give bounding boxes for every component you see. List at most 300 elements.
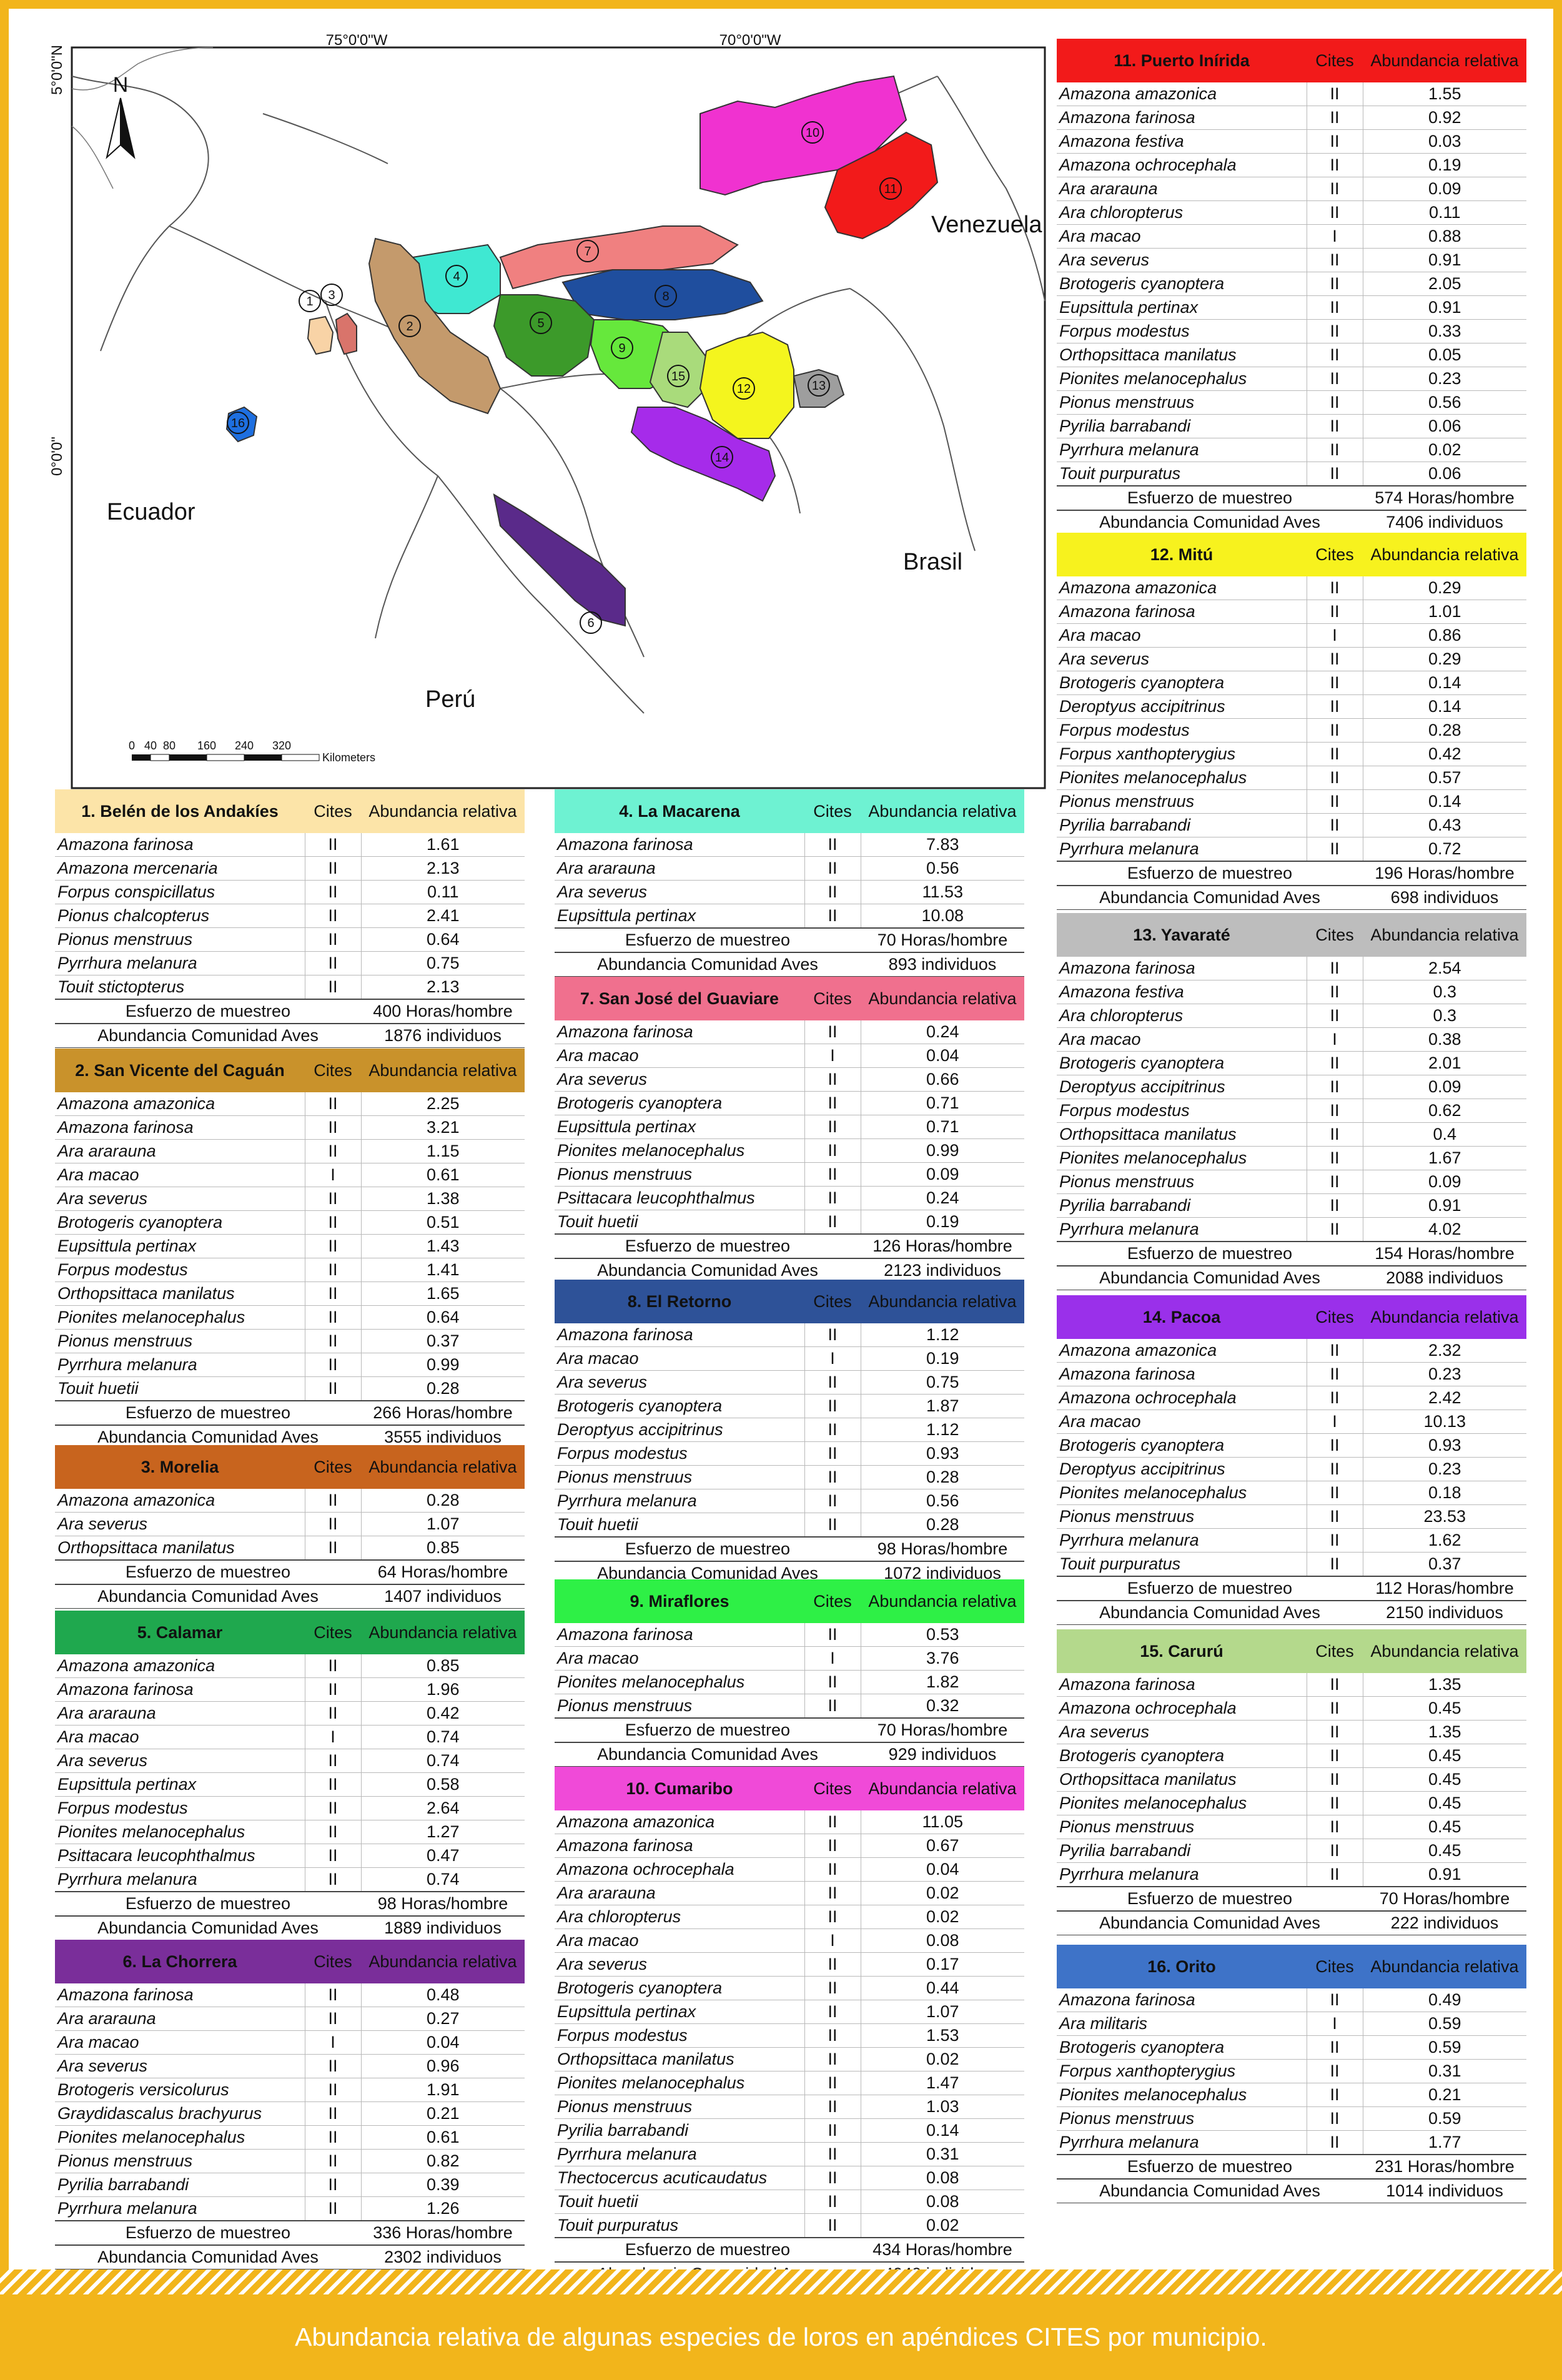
table-row xyxy=(555,2071,1024,2095)
table-row xyxy=(55,2031,525,2055)
cites-appendix: II xyxy=(1307,1673,1363,1697)
bird-community-abundance-label: Abundancia Comunidad Aves xyxy=(1057,1266,1363,1290)
table-row xyxy=(1057,1481,1526,1505)
species-name: Amazona ochrocephala xyxy=(1057,154,1307,177)
bird-community-abundance-row xyxy=(1057,510,1526,535)
species-name: Pionites melanocephalus xyxy=(55,2126,305,2150)
table-row xyxy=(555,1953,1024,1977)
relative-abundance: 1.47 xyxy=(861,2071,1024,2095)
cites-appendix: II xyxy=(305,1140,361,1163)
relative-abundance: 0.11 xyxy=(1363,201,1526,225)
relative-abundance: 0.3 xyxy=(1363,1004,1526,1028)
relative-abundance: 2.05 xyxy=(1363,272,1526,296)
cites-appendix: II xyxy=(305,952,361,975)
cites-appendix: I xyxy=(804,1929,861,1953)
table-row xyxy=(555,1020,1024,1044)
species-name: Ara macao xyxy=(1057,225,1307,249)
country-label-venezuela: Venezuela xyxy=(931,212,1042,238)
cites-appendix: II xyxy=(804,1068,861,1092)
table-row xyxy=(555,1905,1024,1929)
sampling-effort-value: 98 Horas/hombre xyxy=(361,1892,525,1916)
cites-appendix: II xyxy=(1307,671,1363,695)
relative-abundance: 0.74 xyxy=(361,1749,525,1773)
table-title: 4. La Macarena xyxy=(619,801,740,821)
species-name: Amazona amazonica xyxy=(1057,82,1307,106)
species-name: Ara chloropterus xyxy=(555,1905,804,1929)
species-name: Touit purpuratus xyxy=(1057,462,1307,486)
sampling-effort-label: Esfuerzo de muestreo xyxy=(55,999,361,1024)
species-name: Amazona farinosa xyxy=(555,833,804,857)
cites-appendix: II xyxy=(1307,957,1363,980)
scale-tick-240: 240 xyxy=(234,739,254,752)
relative-abundance: 0.29 xyxy=(1363,576,1526,600)
species-name: Pionites melanocephalus xyxy=(555,1139,804,1163)
table-row xyxy=(555,1466,1024,1489)
relative-abundance: 0.64 xyxy=(361,1306,525,1330)
table-row xyxy=(1057,130,1526,154)
species-name: Ara macao xyxy=(555,1929,804,1953)
species-name: Ara macao xyxy=(1057,624,1307,648)
table-row xyxy=(55,1702,525,1726)
bird-community-abundance-label: Abundancia Comunidad Aves xyxy=(555,952,861,977)
cites-appendix: II xyxy=(1307,438,1363,462)
species-name: Amazona farinosa xyxy=(555,1623,804,1647)
relative-abundance: 0.71 xyxy=(861,1115,1024,1139)
table-row xyxy=(1057,1363,1526,1386)
lon-label-75: 75°0'0"W xyxy=(325,32,388,49)
table-row xyxy=(55,1306,525,1330)
table-row xyxy=(1057,648,1526,671)
species-name: Amazona farinosa xyxy=(1057,1363,1307,1386)
species-name: Forpus xanthopterygius xyxy=(1057,743,1307,766)
table-row xyxy=(555,1623,1024,1647)
relative-abundance: 0.61 xyxy=(361,1163,525,1187)
cites-appendix: II xyxy=(1307,695,1363,719)
map-marker-label: 5 xyxy=(537,317,545,330)
table-row xyxy=(55,2078,525,2102)
table-row xyxy=(55,1513,525,1536)
table-row xyxy=(1057,201,1526,225)
species-name: Pyrrhura melanura xyxy=(55,1353,305,1377)
cites-appendix: II xyxy=(804,1623,861,1647)
cites-appendix: II xyxy=(804,1905,861,1929)
species-name: Pyrrhura melanura xyxy=(55,952,305,975)
relative-abundance: 0.45 xyxy=(1363,1697,1526,1721)
cites-appendix: II xyxy=(1307,130,1363,154)
table-row xyxy=(55,1092,525,1116)
species-name: Eupsittula pertinax xyxy=(55,1773,305,1797)
species-name: Ara macao xyxy=(555,1647,804,1671)
cites-appendix: II xyxy=(305,1353,361,1377)
column-header-abundance: Abundancia relativa xyxy=(1370,545,1519,564)
cites-appendix: II xyxy=(305,1330,361,1353)
relative-abundance: 0.04 xyxy=(861,1858,1024,1882)
table-row xyxy=(55,2055,525,2078)
species-name: Amazona farinosa xyxy=(55,833,305,857)
cites-appendix: I xyxy=(1307,1410,1363,1434)
table-row xyxy=(1057,1458,1526,1481)
cites-appendix: II xyxy=(1307,576,1363,600)
table-row xyxy=(1057,1505,1526,1529)
sampling-effort-value: 64 Horas/hombre xyxy=(361,1560,525,1584)
species-name: Amazona mercenaria xyxy=(55,857,305,881)
table-row xyxy=(55,2007,525,2031)
cites-appendix: II xyxy=(1307,814,1363,837)
relative-abundance: 0.02 xyxy=(1363,438,1526,462)
species-name: Eupsittula pertinax xyxy=(55,1235,305,1258)
species-name: Pyrrhura melanura xyxy=(55,2197,305,2221)
relative-abundance: 0.66 xyxy=(861,1068,1024,1092)
table-row xyxy=(55,928,525,952)
table-row xyxy=(55,1187,525,1211)
relative-abundance: 1.55 xyxy=(1363,82,1526,106)
species-name: Ara chloropterus xyxy=(1057,201,1307,225)
cites-appendix: II xyxy=(804,1139,861,1163)
map-marker-label: 4 xyxy=(453,270,460,284)
relative-abundance: 0.03 xyxy=(1363,130,1526,154)
species-name: Ara ararauna xyxy=(555,857,804,881)
cites-appendix: II xyxy=(305,975,361,1000)
cites-appendix: II xyxy=(804,2095,861,2119)
species-name: Brotogeris cyanoptera xyxy=(555,1977,804,2000)
species-name: Amazona farinosa xyxy=(55,1116,305,1140)
species-name: Pyrilia barrabandi xyxy=(555,2119,804,2143)
cites-appendix: II xyxy=(804,1020,861,1044)
cites-appendix: II xyxy=(804,833,861,857)
cites-appendix: II xyxy=(305,833,361,857)
relative-abundance: 1.77 xyxy=(1363,2131,1526,2155)
relative-abundance: 1.01 xyxy=(1363,600,1526,624)
relative-abundance: 0.45 xyxy=(1363,1744,1526,1768)
table-title: 7. San José del Guaviare xyxy=(580,989,779,1008)
column-header-cites: Cites xyxy=(813,1779,852,1798)
table-row xyxy=(1057,2036,1526,2060)
cites-appendix: II xyxy=(804,1323,861,1347)
table-row xyxy=(1057,1792,1526,1815)
relative-abundance: 0.21 xyxy=(361,2102,525,2126)
bird-community-abundance-row xyxy=(55,1024,525,1048)
cites-appendix: II xyxy=(1307,249,1363,272)
species-name: Forpus modestus xyxy=(1057,320,1307,343)
species-name: Psittacara leucophthalmus xyxy=(55,1844,305,1868)
table-row xyxy=(55,1377,525,1401)
bird-community-abundance-value: 1072 individuos xyxy=(861,1561,1024,1586)
cites-appendix: II xyxy=(1307,1768,1363,1792)
species-name: Ara macao xyxy=(555,1347,804,1371)
relative-abundance: 0.85 xyxy=(361,1654,525,1678)
relative-abundance: 0.02 xyxy=(861,2048,1024,2071)
relative-abundance: 4.02 xyxy=(1363,1218,1526,1242)
relative-abundance: 0.02 xyxy=(861,2214,1024,2238)
municipality-table xyxy=(1057,1945,1526,2203)
cites-appendix: II xyxy=(1307,1052,1363,1075)
table-row xyxy=(1057,320,1526,343)
species-name: Ara macao xyxy=(555,1044,804,1068)
municipality-table xyxy=(555,1280,1024,1586)
relative-abundance: 0.37 xyxy=(361,1330,525,1353)
species-name: Pionites melanocephalus xyxy=(1057,1481,1307,1505)
species-name: Ara severus xyxy=(55,1513,305,1536)
cites-appendix: II xyxy=(1307,600,1363,624)
cites-appendix: II xyxy=(1307,837,1363,862)
species-name: Forpus modestus xyxy=(55,1797,305,1820)
species-name: Amazona farinosa xyxy=(1057,957,1307,980)
cites-appendix: II xyxy=(305,1282,361,1306)
bird-community-abundance-value: 3555 individuos xyxy=(361,1425,525,1449)
cites-appendix: II xyxy=(1307,1744,1363,1768)
municipality-table xyxy=(55,1611,525,1940)
species-name: Pyrrhura melanura xyxy=(1057,1529,1307,1553)
species-name: Amazona farinosa xyxy=(555,1323,804,1347)
column-header-cites: Cites xyxy=(813,1291,852,1311)
cites-appendix: II xyxy=(804,1489,861,1513)
relative-abundance: 1.12 xyxy=(861,1323,1024,1347)
species-name: Amazona amazonica xyxy=(55,1489,305,1513)
map-marker-label: 10 xyxy=(805,126,820,140)
table-row xyxy=(55,1749,525,1773)
relative-abundance: 1.35 xyxy=(1363,1721,1526,1744)
cites-appendix: II xyxy=(1307,1363,1363,1386)
bird-community-abundance-value: 698 individuos xyxy=(1363,886,1526,910)
species-name: Thectocercus acuticaudatus xyxy=(555,2166,804,2190)
bird-community-abundance-row xyxy=(1057,1601,1526,1625)
cites-appendix: II xyxy=(1307,648,1363,671)
column-header-cites: Cites xyxy=(314,1060,352,1080)
relative-abundance: 0.02 xyxy=(861,1882,1024,1905)
sampling-effort-row xyxy=(1057,1576,1526,1601)
table-row xyxy=(555,1858,1024,1882)
municipality-table xyxy=(55,789,525,1048)
table-row xyxy=(1057,695,1526,719)
table-row xyxy=(555,1163,1024,1187)
sampling-effort-label: Esfuerzo de muestreo xyxy=(555,1537,861,1561)
sampling-effort-value: 70 Horas/hombre xyxy=(861,928,1024,952)
cites-appendix: II xyxy=(804,1858,861,1882)
relative-abundance: 0.24 xyxy=(861,1187,1024,1210)
table-row xyxy=(1057,1218,1526,1242)
sampling-effort-value: 154 Horas/hombre xyxy=(1363,1242,1526,1266)
map-marker-label: 16 xyxy=(230,417,245,430)
sampling-effort-label: Esfuerzo de muestreo xyxy=(55,1401,361,1425)
relative-abundance: 11.05 xyxy=(861,1810,1024,1834)
table-row xyxy=(555,1115,1024,1139)
table-row xyxy=(1057,624,1526,648)
table-row xyxy=(1057,1697,1526,1721)
sampling-effort-row xyxy=(55,1560,525,1584)
bird-community-abundance-row xyxy=(1057,886,1526,910)
relative-abundance: 0.56 xyxy=(1363,391,1526,415)
cites-appendix: II xyxy=(305,1187,361,1211)
sampling-effort-label: Esfuerzo de muestreo xyxy=(555,2238,861,2262)
relative-abundance: 0.92 xyxy=(1363,106,1526,130)
cites-appendix: II xyxy=(1307,1339,1363,1363)
map-marker-label: 8 xyxy=(662,290,670,304)
table-row xyxy=(555,1671,1024,1694)
cites-appendix: II xyxy=(1307,2060,1363,2083)
column-header-abundance: Abundancia relativa xyxy=(1370,925,1519,944)
relative-abundance: 0.45 xyxy=(1363,1839,1526,1863)
cites-appendix: II xyxy=(804,1092,861,1115)
cites-appendix: II xyxy=(305,1489,361,1513)
relative-abundance: 0.08 xyxy=(861,2166,1024,2190)
table-row xyxy=(1057,576,1526,600)
table-row xyxy=(55,1678,525,1702)
species-name: Ara macao xyxy=(55,2031,305,2055)
species-name: Ara severus xyxy=(55,1749,305,1773)
sampling-effort-row xyxy=(55,999,525,1024)
table-row xyxy=(1057,343,1526,367)
relative-abundance: 0.61 xyxy=(361,2126,525,2150)
cites-appendix: I xyxy=(305,2031,361,2055)
table-row xyxy=(1057,415,1526,438)
relative-abundance: 0.59 xyxy=(1363,2012,1526,2036)
relative-abundance: 0.91 xyxy=(1363,249,1526,272)
species-name: Ara chloropterus xyxy=(1057,1004,1307,1028)
cites-appendix: II xyxy=(804,1694,861,1719)
species-name: Orthopsittaca manilatus xyxy=(55,1282,305,1306)
cites-appendix: II xyxy=(305,1306,361,1330)
cites-appendix: II xyxy=(305,904,361,928)
relative-abundance: 0.05 xyxy=(1363,343,1526,367)
species-name: Amazona farinosa xyxy=(1057,1988,1307,2012)
species-name: Pionus menstruus xyxy=(55,1330,305,1353)
table-row xyxy=(55,2150,525,2173)
cites-appendix: II xyxy=(1307,1529,1363,1553)
table-row xyxy=(1057,2012,1526,2036)
table-title: 14. Pacoa xyxy=(1142,1307,1221,1326)
species-name: Touit huetii xyxy=(555,1210,804,1235)
table-row xyxy=(55,1353,525,1377)
relative-abundance: 0.09 xyxy=(1363,1170,1526,1194)
table-row xyxy=(55,1330,525,1353)
species-name: Brotogeris cyanoptera xyxy=(1057,2036,1307,2060)
species-name: Ara macao xyxy=(1057,1028,1307,1052)
relative-abundance: 0.08 xyxy=(861,2190,1024,2214)
species-name: Pyrilia barrabandi xyxy=(1057,1194,1307,1218)
relative-abundance: 0.23 xyxy=(1363,367,1526,391)
species-name: Forpus conspicillatus xyxy=(55,881,305,904)
table-row xyxy=(1057,766,1526,790)
municipality-table xyxy=(555,1579,1024,1767)
cites-appendix: II xyxy=(305,2126,361,2150)
cites-appendix: II xyxy=(804,2048,861,2071)
cites-appendix: II xyxy=(305,1654,361,1678)
species-name: Pionus menstruus xyxy=(1057,1505,1307,1529)
cites-appendix: II xyxy=(1307,1697,1363,1721)
relative-abundance: 0.59 xyxy=(1363,2107,1526,2131)
species-name: Pyrilia barrabandi xyxy=(1057,415,1307,438)
table-row xyxy=(55,1140,525,1163)
table-title: 11. Puerto Inírida xyxy=(1114,51,1250,70)
species-name: Ara severus xyxy=(55,2055,305,2078)
relative-abundance: 0.19 xyxy=(861,1347,1024,1371)
cites-appendix: II xyxy=(1307,82,1363,106)
cites-appendix: II xyxy=(804,2071,861,2095)
cites-appendix: II xyxy=(305,881,361,904)
sampling-effort-value: 231 Horas/hombre xyxy=(1363,2155,1526,2179)
relative-abundance: 0.24 xyxy=(861,1020,1024,1044)
bird-community-abundance-label: Abundancia Comunidad Aves xyxy=(55,1024,361,1048)
relative-abundance: 0.93 xyxy=(1363,1434,1526,1458)
species-name: Pyrilia barrabandi xyxy=(1057,1839,1307,1863)
table-row xyxy=(1057,1004,1526,1028)
map-marker-label: 13 xyxy=(811,379,826,393)
table-row xyxy=(555,881,1024,904)
sampling-effort-row xyxy=(555,928,1024,952)
relative-abundance: 0.43 xyxy=(1363,814,1526,837)
table-row xyxy=(1057,1529,1526,1553)
table-title: 2. San Vicente del Caguán xyxy=(75,1060,285,1080)
cites-appendix: II xyxy=(804,2119,861,2143)
sampling-effort-label: Esfuerzo de muestreo xyxy=(1057,1887,1363,1911)
table-row xyxy=(1057,1147,1526,1170)
municipality-table xyxy=(1057,913,1526,1290)
relative-abundance: 0.99 xyxy=(861,1139,1024,1163)
species-name: Pionites melanocephalus xyxy=(55,1820,305,1844)
species-name: Pionus menstruus xyxy=(555,1694,804,1719)
relative-abundance: 0.51 xyxy=(361,1211,525,1235)
cites-appendix: I xyxy=(804,1044,861,1068)
table-row xyxy=(55,1844,525,1868)
relative-abundance: 0.58 xyxy=(361,1773,525,1797)
column-header-abundance: Abundancia relativa xyxy=(368,1060,517,1080)
table-row xyxy=(555,2143,1024,2166)
cites-appendix: II xyxy=(305,1983,361,2007)
table-row xyxy=(1057,980,1526,1004)
relative-abundance: 0.28 xyxy=(861,1466,1024,1489)
species-name: Orthopsittaca manilatus xyxy=(55,1536,305,1561)
species-name: Pyrrhura melanura xyxy=(1057,1863,1307,1887)
species-name: Ara severus xyxy=(555,1371,804,1395)
map-marker-label: 3 xyxy=(328,289,335,302)
table-title: 13. Yavaraté xyxy=(1133,925,1230,944)
relative-abundance: 2.32 xyxy=(1363,1339,1526,1363)
cites-appendix: II xyxy=(305,1235,361,1258)
content-panel xyxy=(9,9,1553,2269)
species-name: Touit huetii xyxy=(555,2190,804,2214)
species-name: Amazona festiva xyxy=(1057,130,1307,154)
relative-abundance: 2.13 xyxy=(361,857,525,881)
table-row xyxy=(1057,1673,1526,1697)
species-name: Deroptyus accipitrinus xyxy=(1057,695,1307,719)
relative-abundance: 0.19 xyxy=(861,1210,1024,1235)
relative-abundance: 0.56 xyxy=(861,1489,1024,1513)
species-name: Brotogeris cyanoptera xyxy=(1057,272,1307,296)
cites-appendix: II xyxy=(1307,2083,1363,2107)
cites-appendix: II xyxy=(804,2190,861,2214)
sampling-effort-row xyxy=(55,2221,525,2245)
relative-abundance: 0.3 xyxy=(1363,980,1526,1004)
cites-appendix: II xyxy=(1307,1170,1363,1194)
table-row xyxy=(1057,1028,1526,1052)
cites-appendix: II xyxy=(305,1092,361,1116)
municipality-table xyxy=(555,1767,1024,2286)
cites-appendix: II xyxy=(305,1844,361,1868)
species-name: Amazona amazonica xyxy=(1057,576,1307,600)
species-name: Pionites melanocephalus xyxy=(1057,2083,1307,2107)
table-row xyxy=(1057,1052,1526,1075)
table-row xyxy=(1057,957,1526,980)
cites-appendix: II xyxy=(305,1820,361,1844)
sampling-effort-label: Esfuerzo de muestreo xyxy=(55,1892,361,1916)
table-row xyxy=(555,2119,1024,2143)
relative-abundance: 0.21 xyxy=(1363,2083,1526,2107)
cites-appendix: II xyxy=(305,2055,361,2078)
table-row xyxy=(555,904,1024,929)
bird-community-abundance-label: Abundancia Comunidad Aves xyxy=(1057,886,1363,910)
table-row xyxy=(1057,719,1526,743)
cites-appendix: II xyxy=(804,857,861,881)
